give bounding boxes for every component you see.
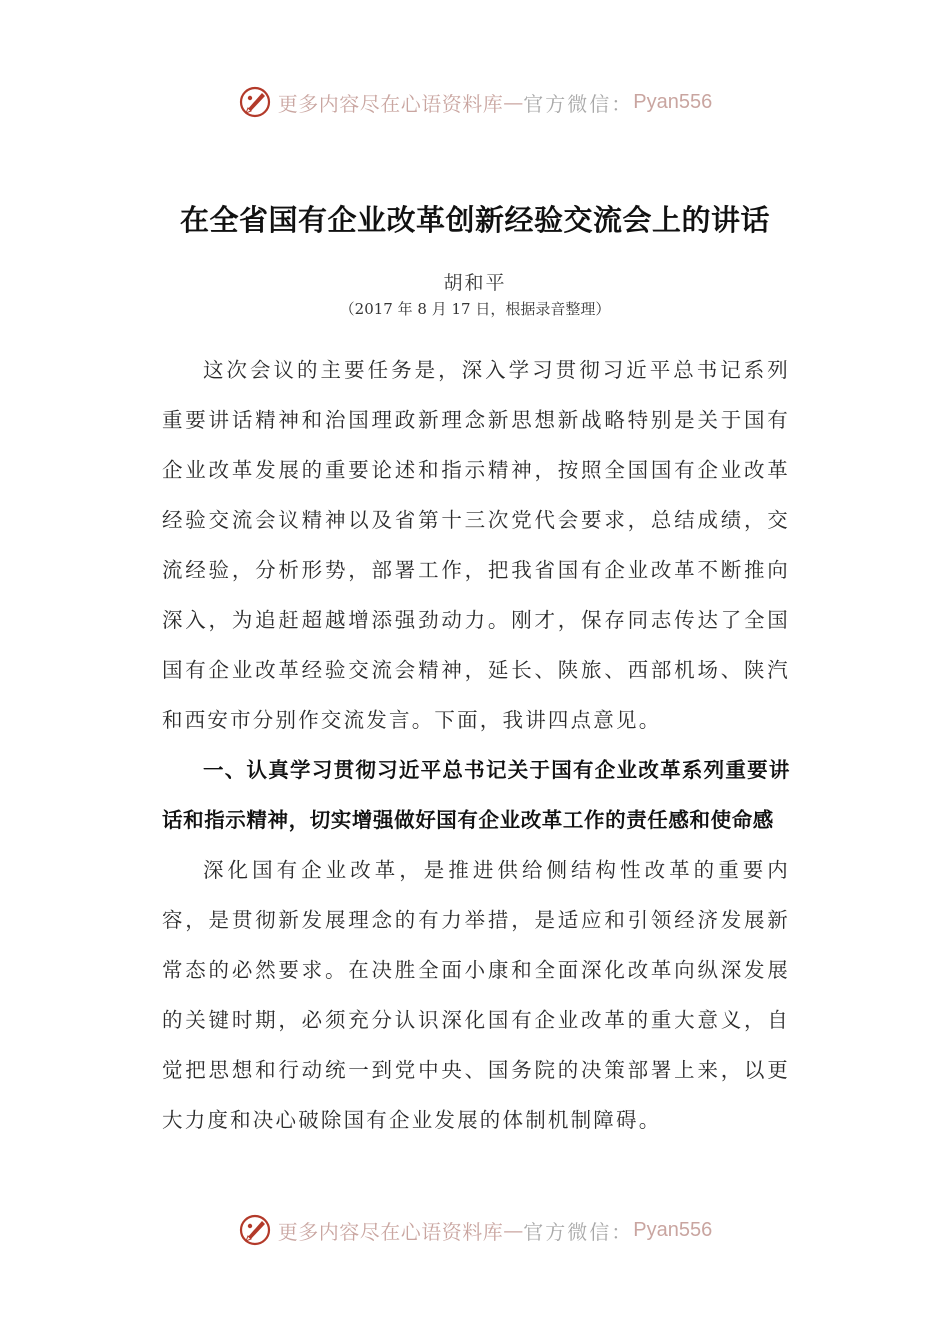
section-heading: 一、认真学习贯彻习近平总书记关于国有企业改革系列重要讲话和指示精神，切实增强做好国有企业改革工作的责任感和使命感 [162,758,790,832]
banner-wechat-label: 官方微信： [523,1219,634,1244]
paragraph: 深化国有企业改革，是推进供给侧结构性改革的重要内容，是贯彻新发展理念的有力举措，是适应和引领经济发展新常态的必然要求。在决胜全面小康和全面深化改革向纵深发展的关键时期，必须充分认识深化国有企业改革的重大意义，自觉把思想和行动统一到党中央、国务院的决策部署上来，以更大力度和决心破除国有企业发展的体制机制障碍。 [162,858,790,1132]
banner-wechat-label: 官方微信： [523,91,634,116]
header-banner [0,82,950,122]
document-body [162,345,790,1145]
banner-wechat-id: Pyan556 [633,1218,713,1241]
document-title: 在全省国有企业改革创新经验交流会上的讲话 [179,203,770,237]
banner-wechat-id: Pyan556 [633,90,713,113]
paragraph: 这次会议的主要任务是，深入学习贯彻习近平总书记系列重要讲话精神和治国理政新理念新思想新战略特别是关于国有企业改革发展的重要论述和指示精神，按照全国国有企业改革经验交流会议精神以及省第十三次党代会要求，总结成绩，交流经验，分析形势，部署工作，把我省国有企业改革不断推向深入，为追赶超越增添强劲动力。刚才，保存同志传达了全国国有企业改革经验交流会精神，延长、陕旅、西部机场、陕汽和西安市分别作交流发言。下面，我讲四点意见。 [162,358,790,732]
pen-circle-logo [238,85,272,119]
banner-text: 更多内容尽在心语资料库 [277,1219,504,1244]
banner-separator: — [503,1218,524,1242]
document-author: 胡和平 [443,272,507,294]
document-dateline: （2017 年 8 月 17 日，根据录音整理） [339,300,611,318]
banner-text: 更多内容尽在心语资料库 [277,91,504,116]
pen-circle-logo [238,1213,272,1247]
banner-separator: — [503,90,524,114]
footer-banner [0,1210,950,1250]
